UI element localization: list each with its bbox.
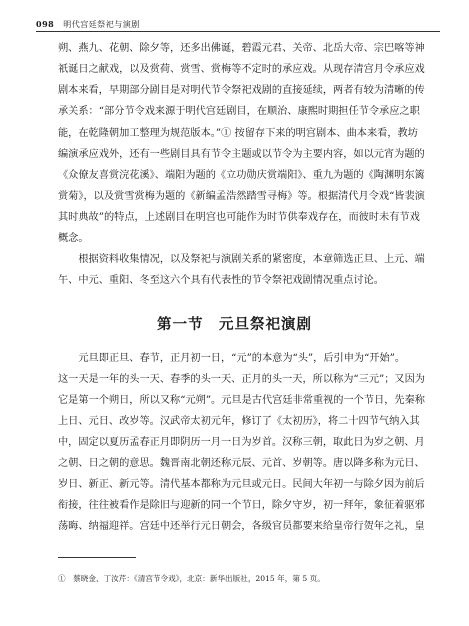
- text-line: 荡晦、纳福迎祥。宫廷中还举行元日朝会，各级官员都要来给皇帝行贺年之礼，皇: [58, 521, 425, 532]
- text-line: 中，固定以夏历孟春正月即阴历一月一日为岁首。汉称三朝，取此日为岁之朝、月: [58, 437, 425, 448]
- text-line: 概念。: [58, 233, 89, 244]
- running-header: [36, 19, 140, 30]
- footnote: ① 蔡晓金、丁汝芹：《清宫节令戏》，北京：新华出版社，2015 年，第 5 页。: [58, 574, 325, 583]
- text-line: 剧本来看，早期部分剧目是对明代节令祭祀戏剧的直接延续，两者有较为清晰的传: [58, 85, 425, 96]
- text-line: 朔、燕九、花朝、除夕等，还多出佛诞，碧霞元君、关帝、北岳大帝、宗巴喀等神: [58, 43, 425, 54]
- text-line: 《众僚友喜赏浣花溪》、端阳为题的《立功勋庆赏端阳》、重九为题的《陶渊明东篱: [58, 170, 425, 181]
- text-line: 编演承应戏外，还有一些剧目具有节令主题或以节令为主要内容，如以元宵为题的: [58, 149, 425, 160]
- text-line: 这一天是一年的头一天、春季的头一天、正月的头一天，所以称为“三元”；又因为: [58, 374, 425, 385]
- text-line: 午、中元、重阳、冬至这六个具有代表性的节令祭祀戏剧情况重点讨论。: [58, 275, 384, 286]
- running-title: 明代宫廷祭祀与演剧: [63, 20, 140, 29]
- text-line: 衔接，往往被看作是除旧与迎新的同一个节日，除夕守岁，初一拜年，象征着驱邪: [58, 500, 425, 511]
- text-line: 赏菊》，以及赏雪赏梅为题的《新编孟浩然踏雪寻梅》等。根据清代月令戏“皆裴演: [58, 191, 425, 202]
- text-line: 它是第一个朔日，所以又称“元朔”。元旦是古代宫廷非常重视的一个节日，先秦称: [58, 395, 425, 406]
- text-line: 其时典故”的特点，上述剧目在明宫也可能作为时节供奉戏存在，而彼时未有节戏: [58, 212, 420, 223]
- page-number: 098: [36, 19, 55, 29]
- text-line: 能，在乾隆朝加工整理为规范版本。”① 按留存下来的明宫剧本、曲本来看，教坊: [58, 128, 418, 139]
- text-line: 上日、元日、改岁等。汉武帝太初元年，修订了《太初历》，将二十四节气纳入其: [58, 416, 420, 427]
- text-line: 祇诞日之献戏，以及赏荷、赏雪、赏梅等不定时的承应戏。从现存清宫月令承应戏: [58, 64, 425, 75]
- text-line: 岁日、新正、新元等。清代基本都称为元旦或元日。民间大年初一与除夕因为前后: [58, 479, 425, 490]
- text-line: 承关系：“部分节令戏来源于明代宫廷剧目，在顺治、康熙时期担任节令承应之职: [58, 106, 420, 117]
- text-line: 之朝、日之朝的意思。魏晋南北朝还称元辰、元首、岁朝等。唐以降多称为元日、: [58, 458, 425, 469]
- footnote-divider: [58, 557, 136, 558]
- text-line: 元旦即正旦、春节，正月初一日，“元”的本意为“头”，后引申为“开始”。: [58, 353, 406, 364]
- section-heading: 第一节 元旦祭祀演剧: [157, 316, 312, 333]
- text-line: 根据资料收集情况，以及祭祀与演剧关系的紧密度，本章筛选正旦、上元、端: [58, 254, 425, 265]
- header-divider: [36, 31, 440, 32]
